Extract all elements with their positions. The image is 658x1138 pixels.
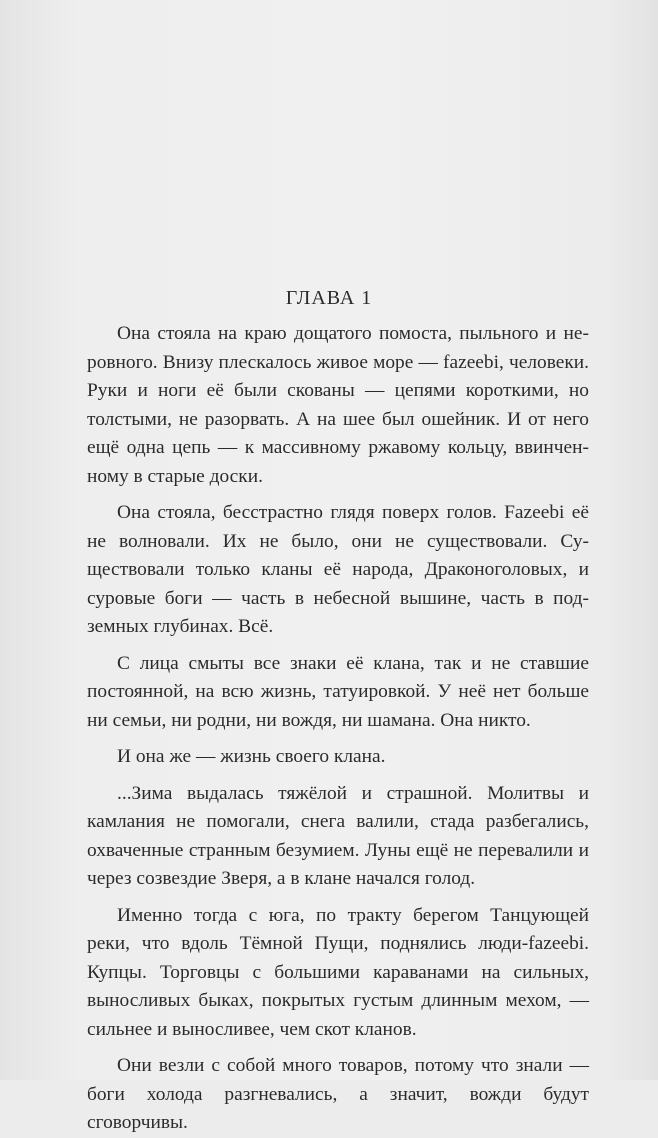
paragraph-2: Она стояла, бесстрастно глядя поверх голов. Fazeebi её не волновали. Их не было, они не существовали. Существовали только кланы её народа, Драконоголовых, и суровые боги — часть в небесной вышине, часть в подземных глубинах. Всё. xyxy=(87,502,589,637)
paragraph-7: Они везли с собой много товаров, потому что знали — боги холода разгневались, а значит, вожди будут сговорчивы. xyxy=(87,1055,589,1133)
chapter-body xyxy=(87,320,589,1138)
paragraph-1: Она стояла на краю дощатого помоста, пыльного и неровного. Внизу плескалось живое море — fazeebi, человеки. Руки и ноги её были скованы — цепями короткими, но толстыми, не разорвать. А на шее был ошейник. И от него ещё одна цепь — к массивному ржавому кольцу, ввинченному в старые доски. xyxy=(87,323,589,487)
paragraph-3: С лица смыты все знаки её клана, так и не ставшие постоянной, на всю жизнь, татуировкой. У неё нет больше ни семьи, ни родни, ни вождя, ни шамана. Она никто. xyxy=(87,652,589,731)
chapter-heading: ГЛАВА 1 xyxy=(285,287,373,309)
paragraph-5: ...Зима выдалась тяжёлой и страшной. Молитвы и камлания не помогали, снега валили, стада разбегались, охваченные странным безумием. Луны ещё не перевалили и через созвездие Зверя, а в клане начался голод. xyxy=(87,782,589,889)
paragraph-6: Именно тогда с юга, по тракту берегом Танцующей реки, что вдоль Тёмной Пущи, поднялись люди-fazeebi. Купцы. Торговцы с большими караванами на сильных, выносливых быках, покрытых густым длинным мехом, — сильнее и выносливее, чем скот кланов. xyxy=(87,904,589,1040)
paragraph-4: И она же — жизнь своего клана. xyxy=(117,746,386,767)
